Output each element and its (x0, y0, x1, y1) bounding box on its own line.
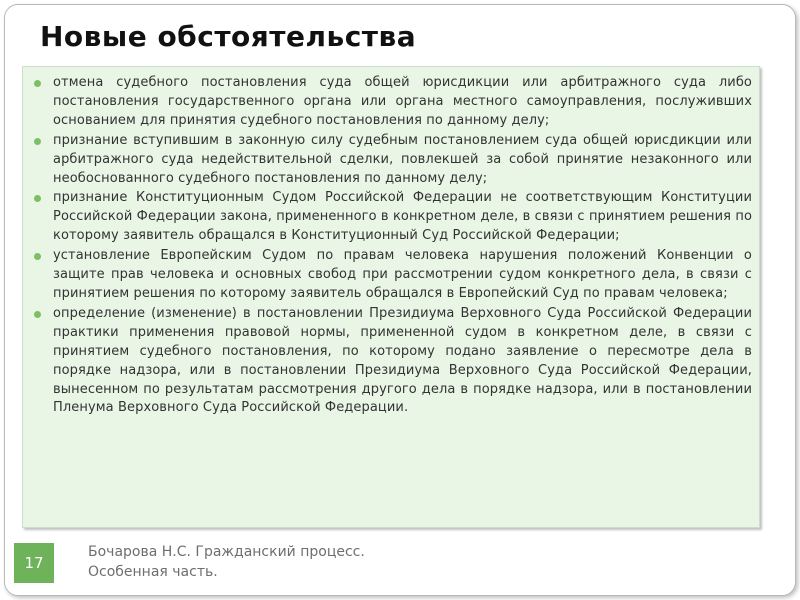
page-number: 17 (24, 554, 44, 572)
list-item (33, 189, 752, 246)
bullet-dot-icon (34, 195, 41, 202)
page-number-badge (14, 543, 54, 583)
bullet-text: отмена судебного постановления суда общей юрисдикции или арбитражного суда либо постановления государственного органа или органа местного самоуправления, послуживших основанием для принятия судебного постановления по данному делу; (53, 75, 752, 128)
list-item (33, 74, 752, 131)
bullet-text: признание вступившим в законную силу судебным постановлением суда общей юрисдикции или арбитражного суда недействительной сделки, повлекшей за собой принятие незаконного или необоснованного судебного постановления по данному делу; (53, 132, 752, 186)
bullet-dot-icon (34, 80, 41, 87)
footer-line-1: Бочарова Н.С. Гражданский процесс. (88, 544, 365, 560)
bullet-text: определение (изменение) в постановлении Президиума Верховного Суда Российской Федерации практики применения правовой нормы, примененной судом в конкретном деле, в связи с принятием судебного постановления, по которому подано заявление о пересмотре дела в порядке надзора, или в постановлении Президиума Верховного Суда Российской Федерации, вынесенном по результатам рассмотрения другого дела в порядке надзора, или в постановлении Пленума Верховного Суда Российской Федерации. (53, 305, 752, 416)
bullet-dot-icon (34, 138, 41, 145)
bullet-text: установление Европейским Судом по правам человека нарушения положений Конвенции о защите прав человека и основных свобод при рассмотрении судом конкретного дела, в связи с принятием решения по которому заявитель обращался в Европейский Суд по правам человека; (53, 248, 752, 301)
list-item (33, 247, 752, 304)
list-item (33, 305, 752, 418)
footer-line-2: Особенная часть. (88, 564, 218, 580)
slide-title: Новые обстоятельства (40, 20, 417, 53)
bullet-text: признание Конституционным Судом Российской Федерации не соответствующим Конституции Российской Федерации закона, примененного в конкретном деле, в связи с принятием решения по которому заявитель обращался в Конституционный Суд Российской Федерации; (53, 190, 752, 244)
bullet-dot-icon (34, 311, 41, 318)
list-item (33, 132, 752, 189)
bullet-list (33, 74, 752, 418)
footer-citation (88, 542, 365, 582)
bullet-dot-icon (34, 253, 41, 260)
content-box (22, 66, 760, 528)
